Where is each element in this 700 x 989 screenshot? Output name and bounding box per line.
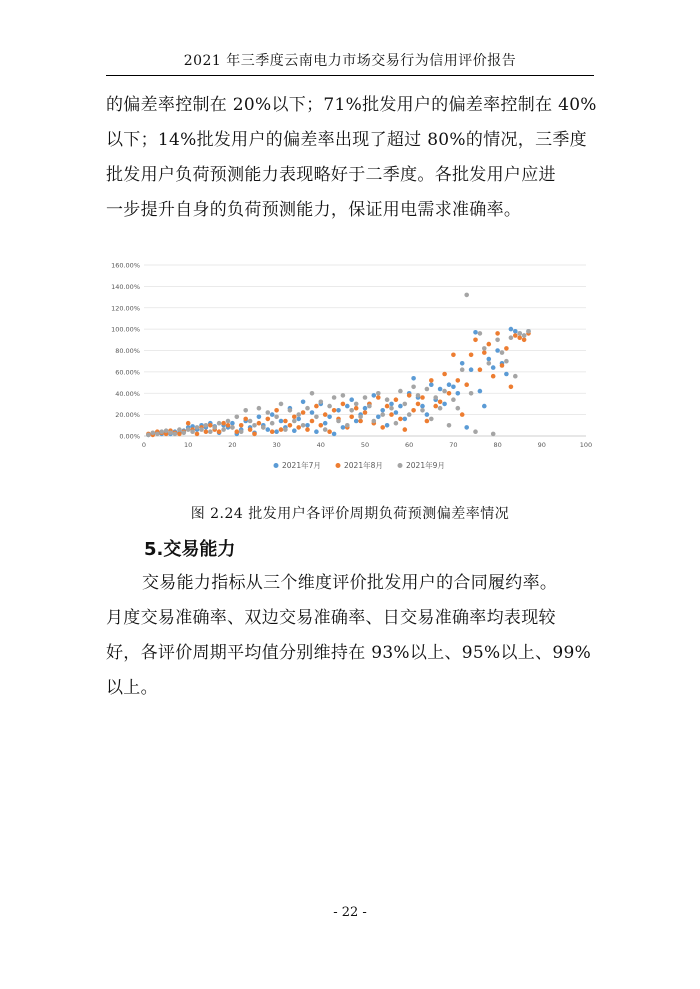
figure-caption: 图 2.24 批发用户各评价周期负荷预测偏差率情况 xyxy=(190,506,510,522)
data-point xyxy=(204,429,209,434)
data-point xyxy=(389,412,394,417)
data-point xyxy=(221,427,226,432)
x-tick-label: 30 xyxy=(272,441,281,449)
data-point xyxy=(425,387,430,392)
data-point xyxy=(314,415,319,420)
data-point xyxy=(301,400,306,405)
data-point xyxy=(380,425,385,430)
data-point xyxy=(500,350,505,355)
data-point xyxy=(296,425,301,430)
data-point xyxy=(526,329,531,334)
data-point xyxy=(509,335,514,340)
y-tick-label: 60.00% xyxy=(115,368,140,377)
x-tick-label: 90 xyxy=(537,441,546,449)
data-point xyxy=(288,408,293,413)
data-point xyxy=(323,427,328,432)
data-point xyxy=(310,410,315,415)
data-point xyxy=(354,406,359,411)
data-point xyxy=(456,391,461,396)
data-point xyxy=(164,428,169,433)
data-point xyxy=(341,393,346,398)
data-point xyxy=(212,425,217,430)
data-point xyxy=(433,395,438,400)
paragraph-line: 好，各评价周期平均值分别维持在 93%以上、95%以上、99% xyxy=(106,643,592,663)
data-point xyxy=(208,423,213,428)
paragraph-line: 的偏差率控制在 20%以下；71%批发用户的偏差率控制在 40% xyxy=(106,95,597,115)
data-point xyxy=(473,330,478,335)
data-point xyxy=(398,404,403,409)
page-number: - 22 - xyxy=(333,905,367,920)
data-point xyxy=(460,412,465,417)
data-point xyxy=(363,395,368,400)
data-point xyxy=(504,359,509,364)
data-point xyxy=(270,429,275,434)
data-point xyxy=(473,338,478,343)
data-point xyxy=(376,391,381,396)
data-point xyxy=(464,382,469,387)
data-point xyxy=(429,382,434,387)
legend-label: 2021年8月 xyxy=(344,461,383,470)
data-point xyxy=(385,423,390,428)
data-point xyxy=(288,423,293,428)
data-point xyxy=(447,382,452,387)
data-point xyxy=(283,419,288,424)
data-point xyxy=(195,425,200,430)
data-point xyxy=(478,389,483,394)
data-point xyxy=(442,402,447,407)
data-point xyxy=(341,425,346,430)
data-point xyxy=(513,333,518,338)
data-point xyxy=(239,429,244,434)
data-point xyxy=(301,423,306,428)
data-point xyxy=(336,408,341,413)
x-tick-label: 0 xyxy=(141,441,147,449)
data-point xyxy=(349,415,354,420)
data-point xyxy=(478,331,483,336)
data-point xyxy=(292,428,297,433)
data-point xyxy=(487,361,492,366)
paragraph-line: 批发用户负荷预测能力表现略好于二季度。各批发用户应进 xyxy=(106,165,556,185)
data-point xyxy=(447,423,452,428)
data-point xyxy=(509,327,514,332)
data-point xyxy=(389,406,394,411)
data-point xyxy=(358,415,363,420)
data-point xyxy=(478,367,483,372)
scatter-chart xyxy=(110,255,600,480)
data-point xyxy=(376,415,381,420)
data-point xyxy=(389,402,394,407)
data-point xyxy=(279,402,284,407)
data-point xyxy=(442,372,447,377)
data-point xyxy=(438,387,443,392)
data-point xyxy=(257,415,262,420)
y-tick-label: 80.00% xyxy=(115,347,140,355)
data-point xyxy=(495,331,500,336)
legend-marker xyxy=(274,463,279,468)
data-point xyxy=(283,427,288,432)
data-point xyxy=(403,417,408,422)
data-point xyxy=(332,408,337,413)
data-point xyxy=(319,423,324,428)
data-point xyxy=(301,410,306,415)
data-point xyxy=(226,419,231,424)
data-point xyxy=(345,404,350,409)
data-point xyxy=(522,338,527,343)
data-point xyxy=(460,361,465,366)
data-point xyxy=(460,367,465,372)
data-point xyxy=(252,432,257,437)
data-point xyxy=(266,417,271,422)
data-point xyxy=(261,425,266,430)
data-point xyxy=(451,397,456,402)
data-point xyxy=(310,419,315,424)
data-point xyxy=(305,427,310,432)
data-point xyxy=(292,419,297,424)
data-point xyxy=(438,406,443,411)
x-tick-label: 70 xyxy=(449,441,458,449)
data-point xyxy=(327,415,332,420)
data-point xyxy=(385,397,390,402)
data-point xyxy=(177,432,182,437)
data-point xyxy=(504,372,509,377)
data-point xyxy=(204,423,209,428)
data-point xyxy=(394,397,399,402)
y-tick-label: 20.00% xyxy=(115,411,140,420)
data-point xyxy=(274,408,279,413)
data-point xyxy=(517,335,522,340)
y-tick-label: 140.00% xyxy=(111,282,140,291)
data-point xyxy=(345,423,350,428)
data-point xyxy=(411,408,416,413)
data-point xyxy=(500,363,505,368)
paragraph-2 xyxy=(106,566,596,706)
data-point xyxy=(394,410,399,415)
data-point xyxy=(358,419,363,424)
data-point xyxy=(363,410,368,415)
data-point xyxy=(252,423,257,428)
data-point xyxy=(243,417,248,422)
data-point xyxy=(411,376,416,381)
x-tick-label: 100 xyxy=(579,441,593,449)
data-point xyxy=(469,367,474,372)
data-point xyxy=(509,385,514,390)
data-point xyxy=(372,393,377,398)
legend-label: 2021年9月 xyxy=(406,461,445,470)
data-point xyxy=(314,404,319,409)
data-point xyxy=(217,429,222,434)
data-point xyxy=(495,348,500,353)
data-point xyxy=(380,408,385,413)
data-point xyxy=(456,378,461,383)
x-tick-label: 50 xyxy=(360,441,370,449)
x-tick-label: 10 xyxy=(184,441,193,449)
data-point xyxy=(186,427,191,432)
data-point xyxy=(411,385,416,390)
data-point xyxy=(380,412,385,417)
data-point xyxy=(319,400,324,405)
data-point xyxy=(221,421,226,426)
data-point xyxy=(398,389,403,394)
data-point xyxy=(420,395,425,400)
data-point xyxy=(182,431,187,436)
data-point xyxy=(230,425,235,430)
scatter-chart-svg xyxy=(110,255,600,480)
data-point xyxy=(429,378,434,383)
data-point xyxy=(296,417,301,422)
data-point xyxy=(425,419,430,424)
data-point xyxy=(248,419,253,424)
data-point xyxy=(407,412,412,417)
paragraph-line: 以上。 xyxy=(106,678,158,698)
data-point xyxy=(416,402,421,407)
data-point xyxy=(332,395,337,400)
data-point xyxy=(146,433,151,438)
paragraph-line: 一步提升自身的负荷预测能力，保证用电需求准确率。 xyxy=(106,200,522,220)
data-point xyxy=(487,357,492,362)
data-point xyxy=(270,421,275,426)
data-point xyxy=(451,385,456,390)
data-point xyxy=(305,423,310,428)
data-point xyxy=(491,374,496,379)
data-point xyxy=(190,429,195,434)
data-point xyxy=(482,350,487,355)
x-tick-label: 60 xyxy=(405,441,414,449)
data-point xyxy=(487,342,492,347)
data-point xyxy=(425,412,430,417)
data-point xyxy=(451,353,456,358)
data-point xyxy=(482,404,487,409)
data-point xyxy=(482,346,487,351)
legend-label: 2021年7月 xyxy=(282,461,321,470)
data-point xyxy=(257,421,262,426)
data-point xyxy=(274,415,279,420)
data-point xyxy=(310,391,315,396)
header-rule xyxy=(106,75,594,76)
data-point xyxy=(349,397,354,402)
data-point xyxy=(491,365,496,370)
data-point xyxy=(354,419,359,424)
data-point xyxy=(447,391,452,396)
data-point xyxy=(464,293,469,298)
data-point xyxy=(433,404,438,409)
data-point xyxy=(473,429,478,434)
data-point xyxy=(513,329,518,334)
data-point xyxy=(296,412,301,417)
y-tick-label: 0.00% xyxy=(119,432,140,441)
data-point xyxy=(363,406,368,411)
data-point xyxy=(349,408,354,413)
data-point xyxy=(323,412,328,417)
data-point xyxy=(235,429,240,434)
data-point xyxy=(429,417,434,422)
data-point xyxy=(394,421,399,426)
data-point xyxy=(186,421,191,426)
data-point xyxy=(239,423,244,428)
data-point xyxy=(279,419,284,424)
data-point xyxy=(226,423,231,428)
data-point xyxy=(292,415,297,420)
data-point xyxy=(327,429,332,434)
data-point xyxy=(230,421,235,426)
data-point xyxy=(243,408,248,413)
data-point xyxy=(159,429,164,434)
data-point xyxy=(235,415,240,420)
x-tick-label: 40 xyxy=(316,441,325,449)
data-point xyxy=(407,393,412,398)
data-point xyxy=(323,421,328,426)
y-tick-label: 100.00% xyxy=(111,325,140,334)
data-point xyxy=(279,427,284,432)
data-point xyxy=(491,432,496,437)
data-point xyxy=(495,338,500,343)
data-point xyxy=(332,432,337,437)
data-point xyxy=(336,419,341,424)
data-point xyxy=(314,429,319,434)
y-tick-label: 120.00% xyxy=(111,304,140,313)
data-point xyxy=(354,402,359,407)
data-point xyxy=(420,408,425,413)
data-point xyxy=(456,406,461,411)
data-point xyxy=(372,419,377,424)
data-point xyxy=(305,406,310,411)
data-point xyxy=(195,432,200,437)
x-tick-label: 20 xyxy=(228,441,237,449)
data-point xyxy=(420,404,425,409)
legend-marker xyxy=(398,463,403,468)
data-point xyxy=(155,432,160,437)
x-tick-label: 80 xyxy=(493,441,502,449)
data-point xyxy=(177,427,182,432)
data-point xyxy=(341,402,346,407)
data-point xyxy=(442,389,447,394)
data-point xyxy=(376,395,381,400)
data-point xyxy=(469,353,474,358)
data-point xyxy=(257,406,262,411)
data-point xyxy=(270,412,275,417)
data-point xyxy=(151,431,156,436)
running-header: 2021 年三季度云南电力市场交易行为信用评价报告 xyxy=(183,53,517,69)
data-point xyxy=(266,427,271,432)
data-point xyxy=(266,410,271,415)
data-point xyxy=(274,429,279,434)
data-point xyxy=(248,427,253,432)
data-point xyxy=(522,333,527,338)
data-point xyxy=(504,346,509,351)
data-point xyxy=(403,427,408,432)
data-point xyxy=(438,400,443,405)
data-point xyxy=(173,432,178,437)
paragraph-line: 以下；14%批发用户的偏差率出现了超过 80%的情况，三季度 xyxy=(106,130,587,150)
data-point xyxy=(416,393,421,398)
data-point xyxy=(517,331,522,336)
data-point xyxy=(217,421,222,426)
data-point xyxy=(168,431,173,436)
data-point xyxy=(464,425,469,430)
legend-marker xyxy=(336,463,341,468)
data-point xyxy=(513,374,518,379)
data-point xyxy=(385,404,390,409)
section-title: 5.交易能力 xyxy=(144,539,236,560)
data-point xyxy=(208,429,213,434)
data-point xyxy=(199,427,204,432)
y-tick-label: 40.00% xyxy=(115,389,140,398)
data-point xyxy=(398,417,403,422)
paragraph-line: 月度交易准确率、双边交易准确率、日交易准确率均表现较 xyxy=(106,608,556,628)
data-point xyxy=(367,404,372,409)
data-point xyxy=(327,404,332,409)
data-point xyxy=(403,402,408,407)
paragraph-1 xyxy=(106,88,596,228)
paragraph-line: 交易能力指标从三个维度评价批发用户的合同履约率。 xyxy=(142,573,558,593)
y-tick-label: 160.00% xyxy=(111,261,140,270)
data-point xyxy=(469,391,474,396)
